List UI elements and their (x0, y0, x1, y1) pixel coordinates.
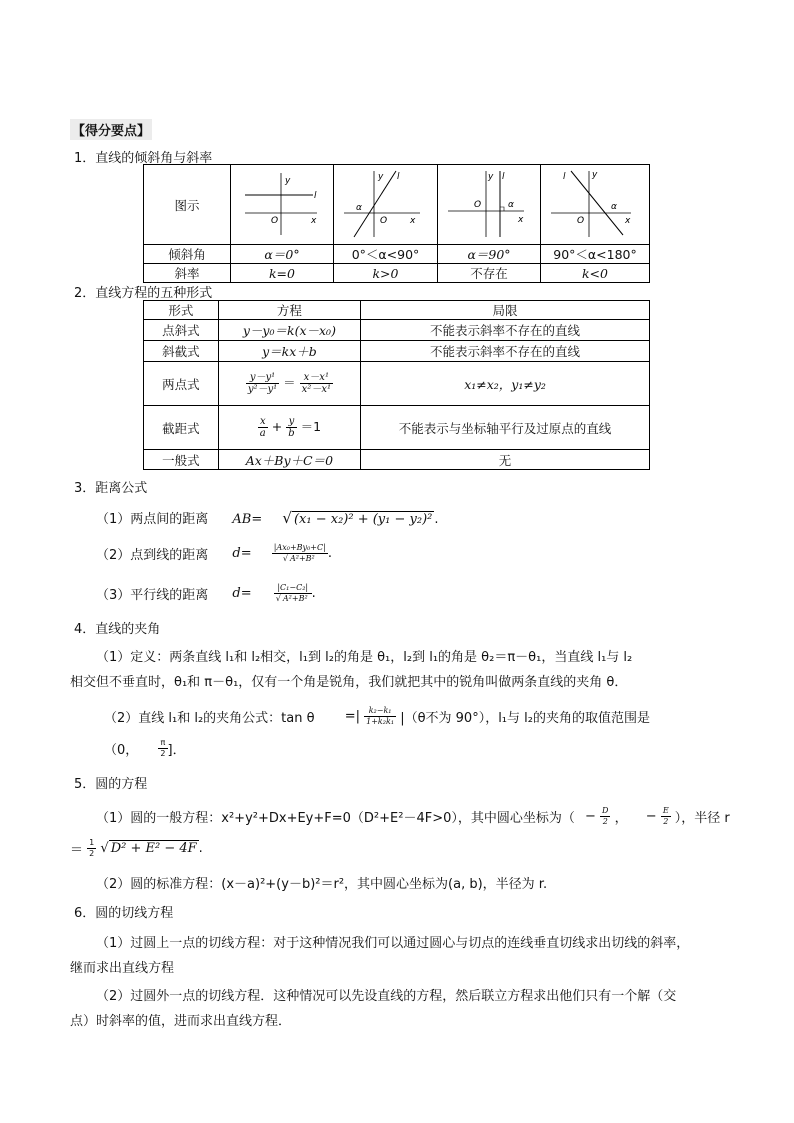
x-axis-label: x (311, 216, 317, 226)
angle-definition-line1: （1）定义：两条直线 l₁和 l₂相交，l₁到 l₂的角是 θ₁，l₂到 l₁的角是 θ₂＝π－θ₁，当直线 l₁与 l₂ (96, 650, 633, 665)
circle-general-equation: （1）圆的一般方程：x²+y²+Dx+Ey+F=0（D²+E²－4F>0），其中圆心坐标为（ − $\frac{D}{2}$ ， − $\frac{E}{2}$ ），半径 r (96, 806, 730, 826)
slope-table (143, 164, 650, 283)
svg-text:O: O (380, 216, 388, 226)
section-5-title: 5．圆的方程 (74, 777, 148, 792)
circle-radius-formula: ＝ $\frac{1}{2}$ √ D² + E² − 4F . (70, 838, 203, 858)
form-equation: y－y₀＝k(x－x₀) (218, 320, 360, 341)
tangent-on-circle-line2: 继而求出直线方程 (70, 961, 175, 976)
section-2-title: 2．直线方程的五种形式 (74, 286, 213, 301)
section-4-title: 4．直线的夹角 (74, 622, 161, 637)
distance-parallel-lines: （3）平行线的距离 d= $\frac{\text{|C₁−C₂|}}{\text{√ A²+B²}}$ . (96, 583, 316, 603)
svg-text:l: l (563, 172, 566, 182)
col-header-limit: 局限 (361, 301, 650, 320)
form-name: 两点式 (144, 362, 219, 406)
svg-text:l: l (397, 172, 400, 182)
form-limit: 不能表示与坐标轴平行及过原点的直线 (361, 406, 650, 450)
svg-text:y: y (378, 172, 384, 182)
angle-range: （0， $\frac{\pi}{2}$ ]． (104, 738, 186, 758)
angle-formula: （2）直线 l₁和 l₂的夹角公式：tan θ =| $\frac{\text{k₂−k₁}}{\text{1+k₂k₁}}$ |（θ不为 90°），l₁与 l₂的夹角的取值范围是 (104, 706, 650, 726)
figure-positive-slope (334, 165, 438, 245)
svg-text:x: x (625, 216, 631, 226)
row-label-slope: 斜率 (144, 264, 231, 283)
row-label-angle: 倾斜角 (144, 245, 231, 264)
angle-cell: α＝90° (438, 245, 541, 264)
row-label-figure: 图示 (144, 165, 231, 245)
slope-cell: 不存在 (438, 264, 541, 283)
form-name: 斜截式 (144, 341, 219, 362)
tangent-outside-line1: （2）过圆外一点的切线方程．这种情况可以先设直线的方程，然后联立方程求出他们只有一个解（交 (96, 989, 677, 1004)
distance-point-line: （2）点到线的距离 d= $\frac{\text{|Ax₀+By₀+C|}}{\text{√ A²+B²}}$ . (96, 543, 332, 563)
line-label: l (314, 191, 317, 201)
form-name: 一般式 (144, 450, 219, 470)
circle-standard-equation: （2）圆的标准方程：(x－a)²+(y－b)²＝r²，其中圆心坐标为(a, b)，半径为 r. (96, 877, 548, 892)
origin-label: O (271, 216, 279, 226)
section-6-title: 6．圆的切线方程 (74, 906, 174, 921)
slope-cell: k>0 (334, 264, 438, 283)
distance-two-points: （1）两点间的距离 AB= √ (x₁ − x₂)² + (y₁ − y₂)² . (96, 509, 439, 527)
col-header-equation: 方程 (218, 301, 360, 320)
figure-vertical-line (438, 165, 541, 245)
tangent-outside-line2: 点）时斜率的值，进而求出直线方程． (70, 1014, 292, 1029)
form-equation: $\frac{\text{y－y¹}}{\text{y²－y¹}}$ ＝ $\frac{\text{x－x¹}}{\text{x²－x¹}}$ (218, 362, 360, 406)
section-header: 【得分要点】 (70, 119, 152, 140)
form-name: 点斜式 (144, 320, 219, 341)
form-limit: x₁≠x₂，y₁≠y₂ (361, 362, 650, 406)
line-forms-table (143, 300, 650, 470)
form-limit: 无 (361, 450, 650, 470)
svg-text:O: O (474, 200, 482, 210)
svg-text:y: y (592, 170, 598, 180)
tangent-on-circle-line1: （1）过圆上一点的切线方程：对于这种情况我们可以通过圆心与切点的连线垂直切线求出切线的斜率， (96, 936, 690, 951)
figure-negative-slope (541, 165, 650, 245)
form-equation: $\frac{x}{a}$ + $\frac{y}{b}$ ＝1 (218, 406, 360, 450)
svg-text:α: α (356, 203, 362, 213)
form-limit: 不能表示斜率不存在的直线 (361, 320, 650, 341)
angle-definition-line2: 相交但不垂直时，θ₁和 π－θ₁，仅有一个角是锐角，我们就把其中的锐角叫做两条直线的夹角 θ． (70, 675, 628, 690)
figure-zero-slope (231, 165, 334, 245)
section-1-title: 1．直线的倾斜角与斜率 (74, 151, 213, 166)
slope-cell: k=0 (231, 264, 334, 283)
form-equation: Ax＋By＋C＝0 (218, 450, 360, 470)
form-equation: y＝kx＋b (218, 341, 360, 362)
svg-text:y: y (488, 172, 494, 182)
angle-cell: 0°＜α<90° (334, 245, 438, 264)
form-name: 截距式 (144, 406, 219, 450)
angle-cell: α＝0° (231, 245, 334, 264)
svg-text:α: α (508, 200, 514, 210)
section-3-title: 3．距离公式 (74, 481, 148, 496)
svg-text:x: x (410, 216, 416, 226)
angle-cell: 90°＜α<180° (541, 245, 650, 264)
y-axis-label: y (285, 176, 291, 186)
form-limit: 不能表示斜率不存在的直线 (361, 341, 650, 362)
col-header-form: 形式 (144, 301, 219, 320)
svg-text:O: O (577, 216, 585, 226)
svg-text:x: x (518, 215, 524, 225)
svg-text:l: l (502, 172, 505, 182)
svg-text:α: α (611, 202, 617, 212)
slope-cell: k<0 (541, 264, 650, 283)
